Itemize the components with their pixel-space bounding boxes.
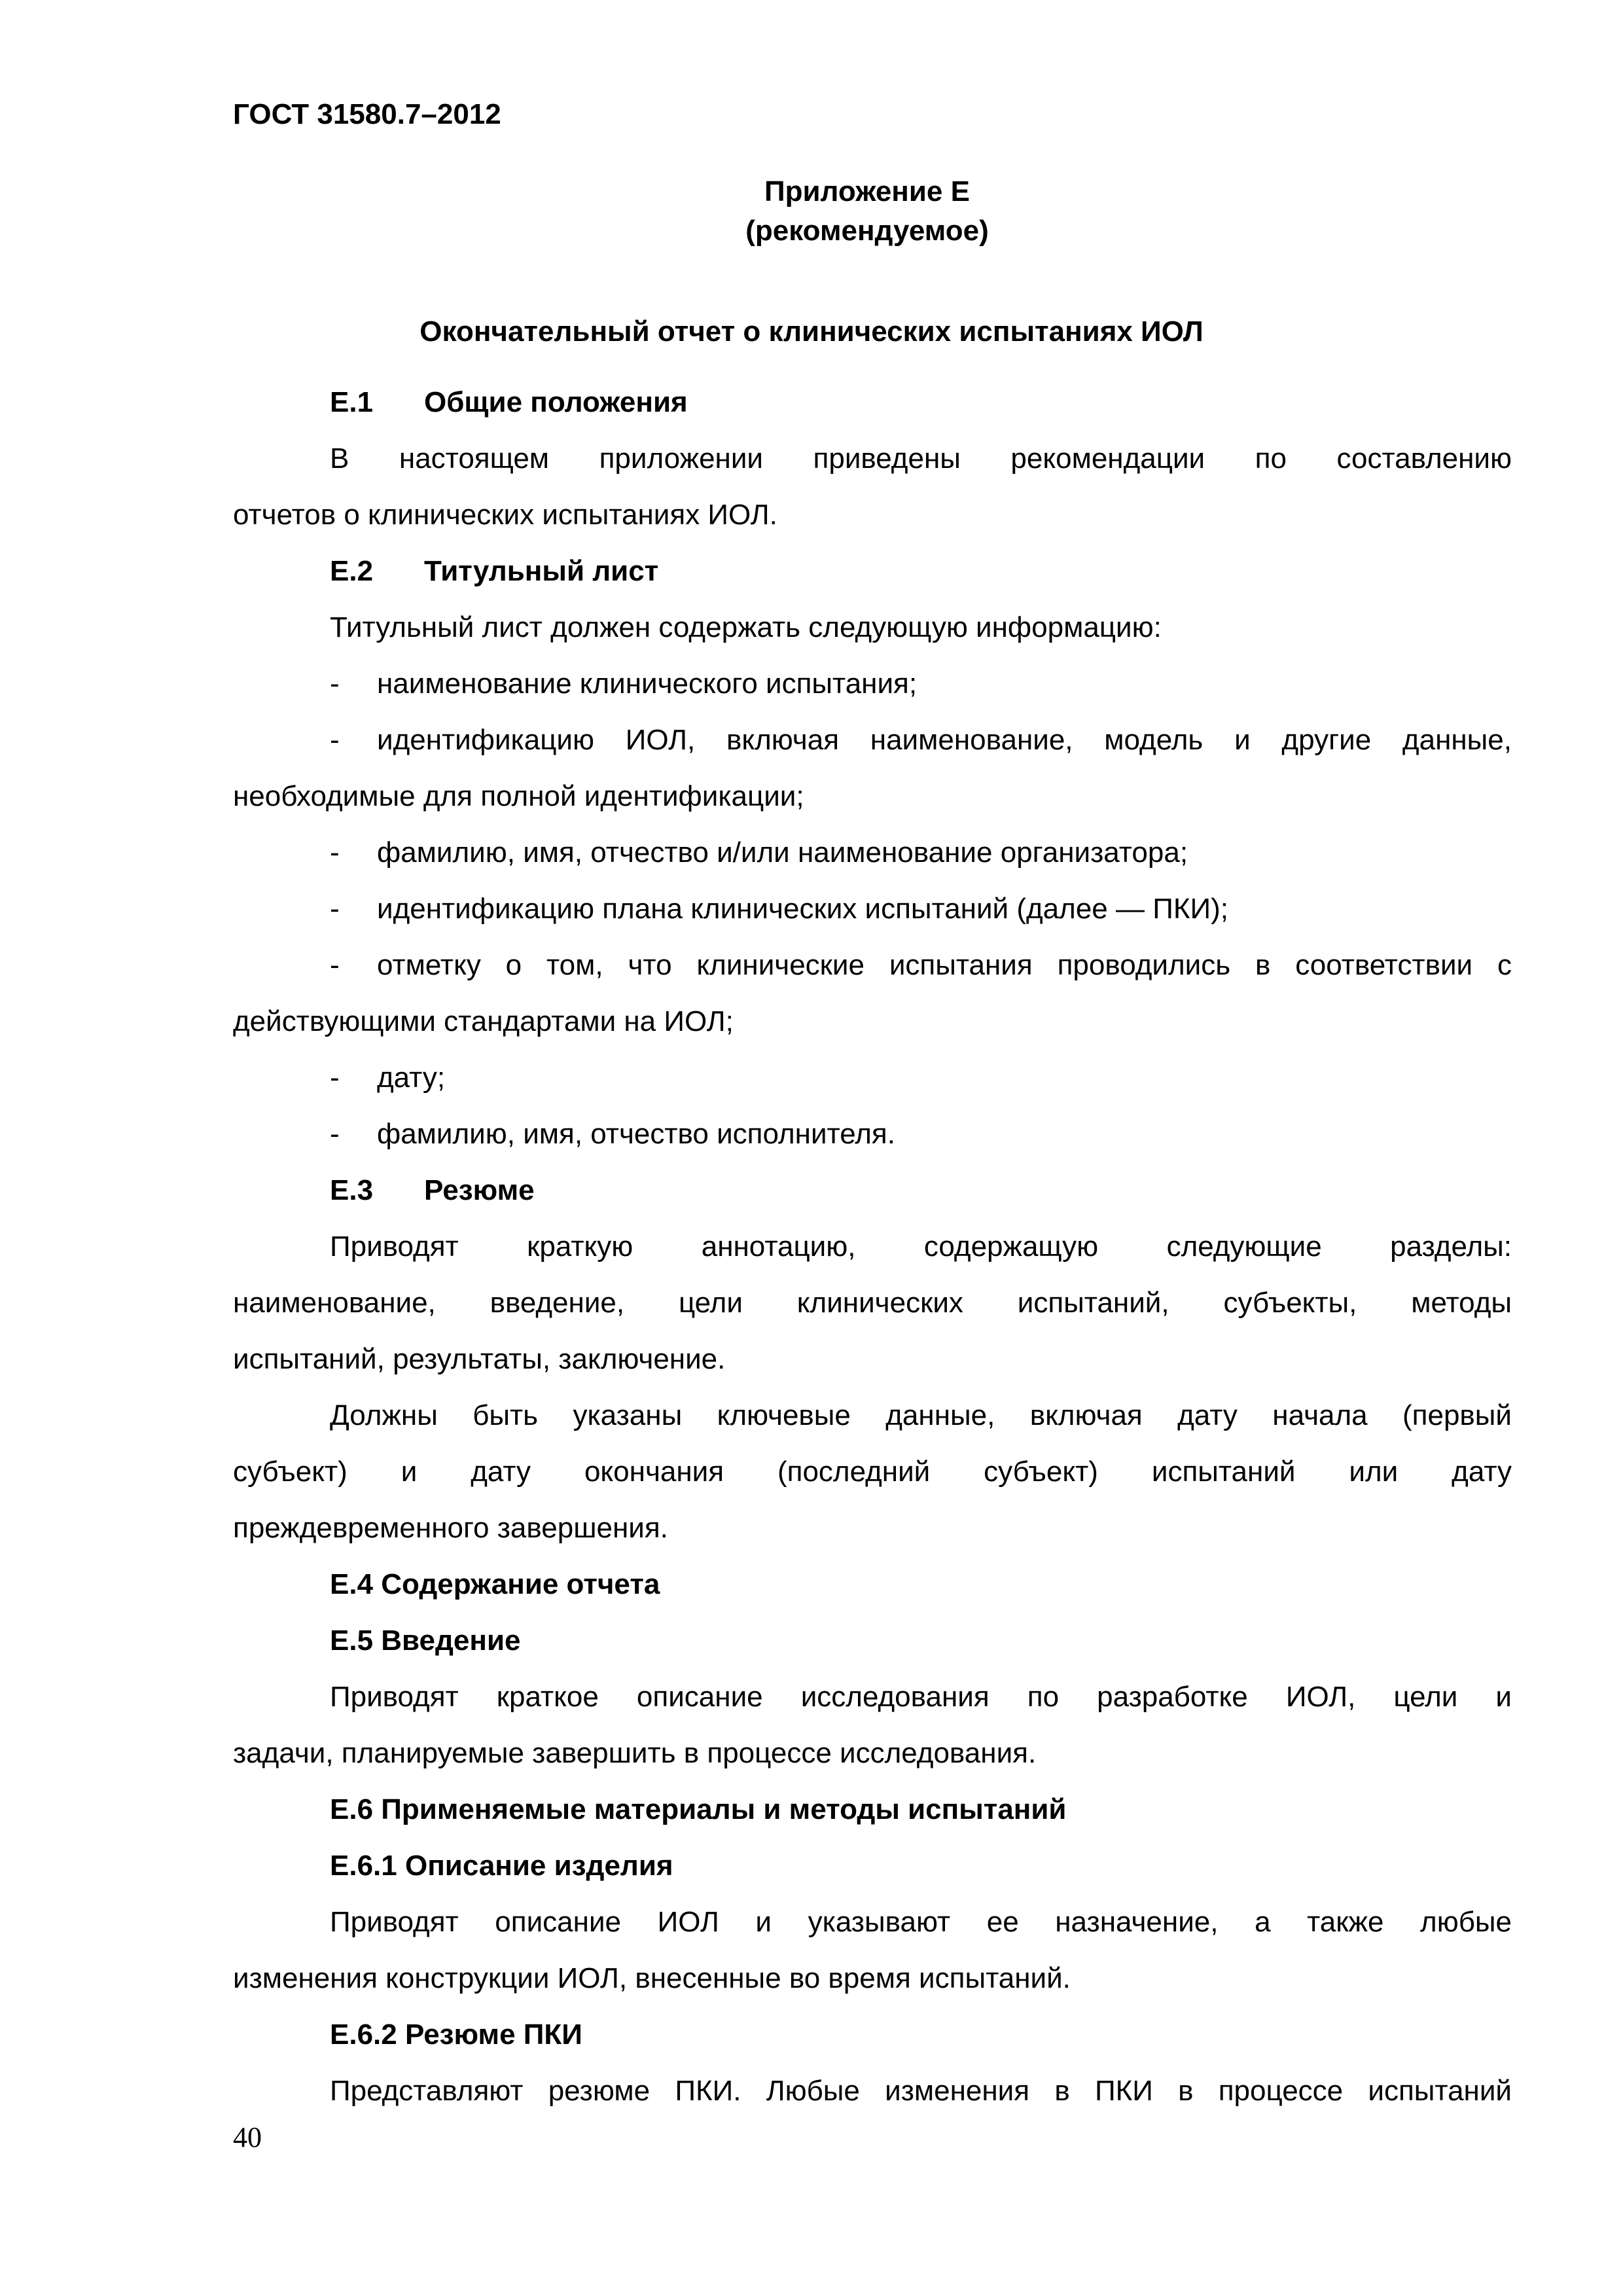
list-dash: - bbox=[330, 1062, 340, 1094]
paragraph-line: Приводят описание ИОЛ и указывают ее назначение, а также любые bbox=[330, 1906, 1512, 1938]
list-item: - наименование клинического испытания; bbox=[330, 668, 918, 700]
section-heading-e6-1: Е.6.1 Описание изделия bbox=[330, 1850, 673, 1882]
list-dash: - bbox=[330, 949, 340, 981]
section-title: Титульный лист bbox=[424, 555, 659, 587]
paragraph-line: Должны быть указаны ключевые данные, включая дату начала (первый bbox=[330, 1399, 1512, 1431]
section-number: Е.3 bbox=[330, 1174, 374, 1206]
section-heading-e3 bbox=[233, 1174, 1512, 1207]
list-dash: - bbox=[330, 1118, 340, 1150]
section-heading-e6: Е.6 Применяемые материалы и методы испытаний bbox=[330, 1793, 1067, 1825]
section-number: Е.1 bbox=[330, 386, 374, 418]
appendix-status: (рекомендуемое) bbox=[745, 215, 989, 247]
paragraph-line: наименование, введение, цели клинических испытаний, субъекты, методы bbox=[233, 1287, 1512, 1319]
paragraph-line: задачи, планируемые завершить в процессе исследования. bbox=[233, 1737, 1037, 1769]
paragraph-line: Представляют резюме ПКИ. Любые изменения в ПКИ в процессе испытаний bbox=[330, 2075, 1512, 2107]
section-heading-e4: Е.4 Содержание отчета bbox=[330, 1568, 660, 1600]
section-heading-e6-2: Е.6.2 Резюме ПКИ bbox=[330, 2018, 582, 2051]
list-item: - дату; bbox=[330, 1062, 446, 1094]
paragraph-line: Приводят краткую аннотацию, содержащую следующие разделы: bbox=[330, 1230, 1512, 1263]
list-dash: - bbox=[330, 836, 340, 869]
list-item-continuation: необходимые для полной идентификации; bbox=[233, 780, 804, 812]
list-dash: - bbox=[330, 724, 340, 756]
list-item: - фамилию, имя, отчество исполнителя. bbox=[330, 1118, 895, 1150]
list-item: - идентификацию ИОЛ, включая наименование, модель и другие данные, bbox=[330, 724, 1512, 756]
list-dash: - bbox=[330, 893, 340, 925]
list-item: - фамилию, имя, отчество и/или наименование организатора; bbox=[330, 836, 1188, 869]
standard-header: ГОСТ 31580.7–2012 bbox=[233, 98, 501, 130]
appendix-title: Приложение Е bbox=[764, 175, 970, 207]
list-item-continuation: действующими стандартами на ИОЛ; bbox=[233, 1005, 734, 1037]
page-number: 40 bbox=[233, 2121, 262, 2153]
paragraph-line: преждевременного завершения. bbox=[233, 1512, 668, 1544]
paragraph-line: изменения конструкции ИОЛ, внесенные во время испытаний. bbox=[233, 1962, 1071, 1994]
paragraph-line: Титульный лист должен содержать следующую информацию: bbox=[330, 611, 1162, 643]
section-heading-e2 bbox=[233, 555, 1512, 588]
paragraph-line: Приводят краткое описание исследования по разработке ИОЛ, цели и bbox=[330, 1681, 1512, 1713]
section-title: Общие положения bbox=[424, 386, 688, 418]
section-number: Е.2 bbox=[330, 555, 374, 587]
paragraph-line: отчетов о клинических испытаниях ИОЛ. bbox=[233, 499, 777, 531]
list-dash: - bbox=[330, 668, 340, 700]
document-title: Окончательный отчет о клинических испытаниях ИОЛ bbox=[419, 315, 1204, 348]
section-heading-e5: Е.5 Введение bbox=[330, 1624, 521, 1657]
section-heading-e1 bbox=[233, 386, 1512, 419]
section-title: Резюме bbox=[424, 1174, 535, 1206]
paragraph-line: субъект) и дату окончания (последний субъект) испытаний или дату bbox=[233, 1456, 1512, 1488]
list-item: - отметку о том, что клинические испытания проводились в соответствии с bbox=[330, 949, 1512, 981]
paragraph-line: испытаний, результаты, заключение. bbox=[233, 1343, 726, 1375]
paragraph-line: В настоящем приложении приведены рекомендации по составлению bbox=[330, 442, 1512, 475]
list-item: - идентификацию плана клинических испытаний (далее — ПКИ); bbox=[330, 893, 1228, 925]
